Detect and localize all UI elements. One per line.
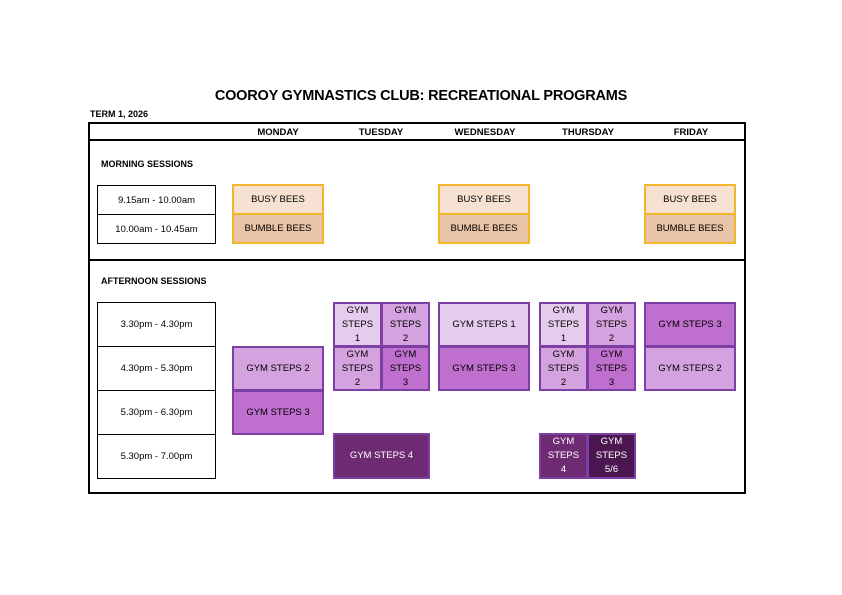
morning-sessions-heading: MORNING SESSIONS xyxy=(101,159,194,169)
afternoon-sessions-heading: AFTERNOON SESSIONS xyxy=(101,276,207,286)
busy-bees-friday: BUSY BEES xyxy=(644,184,736,215)
gym-steps-2-tuesday: GYM STEPS 2 xyxy=(333,346,382,391)
gym-steps-5-6-thursday: GYM STEPS 5/6 xyxy=(587,433,636,479)
gym-steps-2-friday: GYM STEPS 2 xyxy=(644,346,736,391)
day-header-wednesday: WEDNESDAY xyxy=(454,127,516,138)
section-divider xyxy=(88,259,746,261)
gym-steps-3-thursday: GYM STEPS 3 xyxy=(587,346,636,391)
time-slot-morning-1: 9.15am - 10.00am xyxy=(97,185,216,215)
day-header-thursday: THURSDAY xyxy=(562,127,614,138)
gym-steps-3-wednesday: GYM STEPS 3 xyxy=(438,346,530,391)
gym-steps-3-friday: GYM STEPS 3 xyxy=(644,302,736,347)
gym-steps-4-tuesday: GYM STEPS 4 xyxy=(333,433,430,479)
time-slot-afternoon-1: 3.30pm - 4.30pm xyxy=(97,302,216,347)
bumble-bees-friday: BUMBLE BEES xyxy=(644,213,736,244)
busy-bees-wednesday: BUSY BEES xyxy=(438,184,530,215)
gym-steps-1-thursday: GYM STEPS 1 xyxy=(539,302,588,347)
gym-steps-2-monday: GYM STEPS 2 xyxy=(232,346,324,391)
gym-steps-3-monday: GYM STEPS 3 xyxy=(232,390,324,435)
bumble-bees-wednesday: BUMBLE BEES xyxy=(438,213,530,244)
page-title: COOROY GYMNASTICS CLUB: RECREATIONAL PROGRAMS xyxy=(214,88,628,104)
bumble-bees-monday: BUMBLE BEES xyxy=(232,213,324,244)
day-header-tuesday: TUESDAY xyxy=(358,127,404,138)
time-slot-morning-2: 10.00am - 10.45am xyxy=(97,214,216,244)
gym-steps-3-tuesday: GYM STEPS 3 xyxy=(381,346,430,391)
gym-steps-1-tuesday: GYM STEPS 1 xyxy=(333,302,382,347)
gym-steps-4-thursday: GYM STEPS 4 xyxy=(539,433,588,479)
gym-steps-2-thursday: GYM STEPS 2 xyxy=(539,346,588,391)
header-divider xyxy=(88,139,746,141)
day-header-friday: FRIDAY xyxy=(673,127,709,138)
gym-steps-2-tuesday-early: GYM STEPS 2 xyxy=(381,302,430,347)
gym-steps-2-thursday-early: GYM STEPS 2 xyxy=(587,302,636,347)
busy-bees-monday: BUSY BEES xyxy=(232,184,324,215)
time-slot-afternoon-2: 4.30pm - 5.30pm xyxy=(97,346,216,391)
term-label: TERM 1, 2026 xyxy=(90,109,149,119)
gym-steps-1-wednesday: GYM STEPS 1 xyxy=(438,302,530,347)
day-header-monday: MONDAY xyxy=(257,127,299,138)
time-slot-afternoon-3: 5.30pm - 6.30pm xyxy=(97,390,216,435)
time-slot-afternoon-4: 5.30pm - 7.00pm xyxy=(97,434,216,479)
